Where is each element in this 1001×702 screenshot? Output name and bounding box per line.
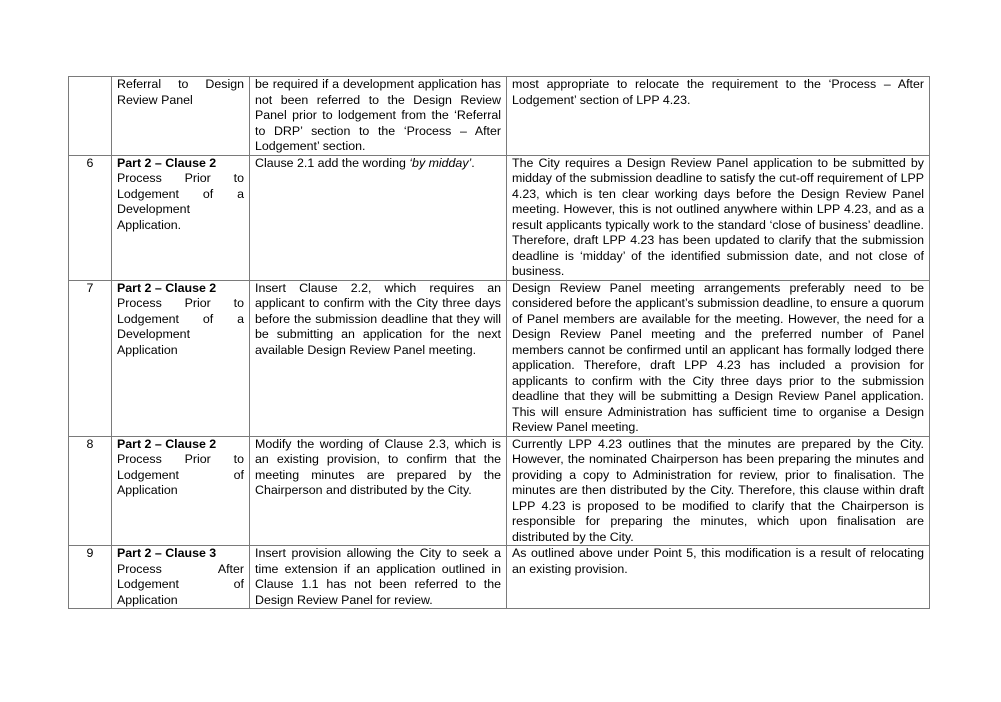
justification-cell: Currently LPP 4.23 outlines that the minutes are prepared by the City. However, the nominated Chairperson has been preparing the minutes and providing a copy to Administration for review, prior to finalisation. The minutes are then distributed by the City. Therefore, this clause within draft LPP 4.23 is proposed to be modified to clarify that the Chairperson is responsible for preparing the minutes, which upon finalisation are distributed by the City. bbox=[507, 436, 930, 546]
table-row bbox=[69, 546, 930, 609]
section-body: Process Prior to Lodgement of a Development Application. bbox=[117, 171, 244, 232]
justification-cell: The City requires a Design Review Panel application to be submitted by midday of the submission deadline to satisfy the cut-off requirement of LPP 4.23, which is ten clear working days before the Design Review Panel meeting. However, this is not outlined anywhere within LPP 4.23, and as a result applicants typically work to the standard ‘close of business’ deadline. Therefore, draft LPP 4.23 has been updated to clarify that the submission deadline is ‘midday’ of the identified submission date, and not close of business. bbox=[507, 155, 930, 280]
section-cell bbox=[112, 77, 250, 156]
row-number: 6 bbox=[69, 155, 112, 280]
justification-cell: As outlined above under Point 5, this modification is a result of relocating an existing provision. bbox=[507, 546, 930, 609]
table-row bbox=[69, 77, 930, 156]
justification-cell: Design Review Panel meeting arrangements preferably need to be considered before the applicant’s submission deadline, to ensure a quorum of Panel members are available for the meeting. However, the need for a Design Review Panel meeting and the preferred number of Panel members cannot be confirmed until an applicant has formally lodged there application. Therefore, draft LPP 4.23 has included a provision for applicants to confirm with the City three days prior to the submission deadline that they will be submitting a Design Review Panel application. This will ensure Administration has sufficient time to organise a Design Review Panel meeting. bbox=[507, 280, 930, 436]
justification-cell: most appropriate to relocate the requirement to the ‘Process – After Lodgement’ section of LPP 4.23. bbox=[507, 77, 930, 156]
section-heading: Part 2 – Clause 2 bbox=[117, 280, 217, 295]
amendment-cell: Modify the wording of Clause 2.3, which is an existing provision, to confirm that the meeting minutes are prepared by the Chairperson and distributed by the City. bbox=[250, 436, 507, 546]
amendment-cell: be required if a development application has not been referred to the Design Review Panel prior to lodgement from the ‘Referral to DRP’ section to the ‘Process – After Lodgement’ section. bbox=[250, 77, 507, 156]
row-number bbox=[69, 77, 112, 156]
section-heading: Part 2 – Clause 3 bbox=[117, 546, 217, 560]
section-cell bbox=[112, 155, 250, 280]
amendment-text: Clause 2.1 add the wording bbox=[255, 155, 410, 170]
amendment-emphasis: ‘by midday’ bbox=[409, 155, 472, 170]
section-cell bbox=[112, 436, 250, 546]
amendments-table bbox=[68, 76, 930, 609]
section-body: Referral to Design Review Panel bbox=[117, 77, 244, 107]
table-row bbox=[69, 155, 930, 280]
table-row bbox=[69, 436, 930, 546]
section-heading: Part 2 – Clause 2 bbox=[117, 155, 217, 170]
row-number: 9 bbox=[69, 546, 112, 609]
amendment-cell: Insert provision allowing the City to seek a time extension if an application outlined in Clause 1.1 has not been referred to the Design Review Panel for review. bbox=[250, 546, 507, 609]
amendment-cell bbox=[250, 155, 507, 280]
amendment-suffix: . bbox=[471, 155, 475, 170]
row-number: 7 bbox=[69, 280, 112, 436]
section-body: Process After Lodgement of Application bbox=[117, 561, 244, 607]
section-body: Process Prior to Lodgement of Application bbox=[117, 452, 244, 497]
table-row bbox=[69, 280, 930, 436]
section-heading: Part 2 – Clause 2 bbox=[117, 436, 217, 451]
amendment-cell: Insert Clause 2.2, which requires an applicant to confirm with the City three days before the submission deadline that they will be submitting an application for the next available Design Review Panel meeting. bbox=[250, 280, 507, 436]
row-number: 8 bbox=[69, 436, 112, 546]
section-cell bbox=[112, 280, 250, 436]
section-body: Process Prior to Lodgement of a Development Application bbox=[117, 296, 244, 357]
section-cell bbox=[112, 546, 250, 609]
